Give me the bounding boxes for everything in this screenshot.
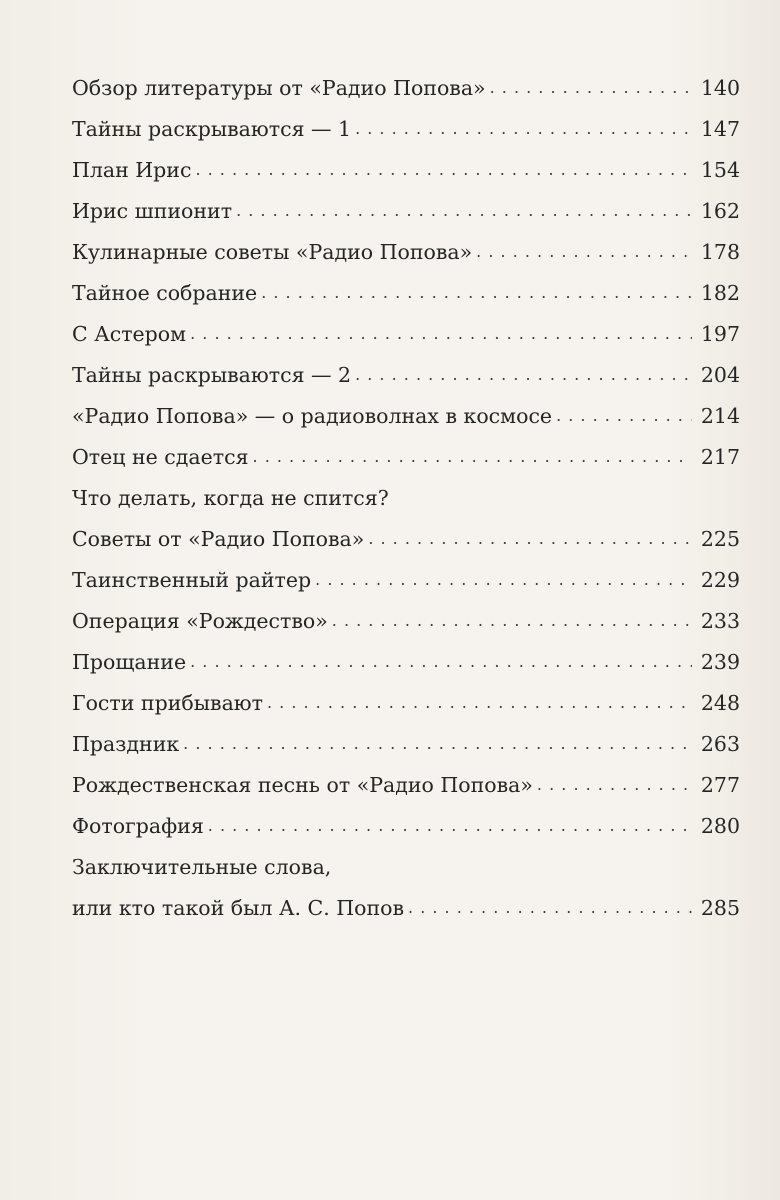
toc-entry-page: 214 [700, 404, 740, 428]
toc-dot-leader [315, 558, 692, 600]
toc-dot-leader [408, 886, 692, 928]
toc-entry [72, 437, 740, 478]
toc-dot-leader [556, 394, 692, 436]
toc-entry [72, 642, 740, 683]
toc-entry-title: Тайны раскрываются — 1 [72, 117, 352, 141]
toc-entry-page: 140 [700, 76, 740, 100]
toc-entry-page: 154 [700, 158, 740, 182]
toc-entry-title: Праздник [72, 732, 180, 756]
toc-entry [72, 191, 740, 232]
toc-entry [72, 519, 740, 560]
toc-dot-leader [195, 148, 692, 190]
toc-entry-title: Ирис шпионит [72, 199, 233, 223]
toc-entry-title: или кто такой был А. С. Попов [72, 896, 405, 920]
toc-entry [72, 683, 740, 724]
toc-dot-leader [332, 599, 692, 641]
toc-entry-page: 178 [700, 240, 740, 264]
toc-dot-leader [355, 107, 692, 149]
toc-entry-page: 147 [700, 117, 740, 141]
toc-entry [72, 724, 740, 765]
toc-entry-title: Тайное собрание [72, 281, 258, 305]
toc-entry-page: 263 [700, 732, 740, 756]
toc-entry [72, 888, 740, 929]
toc-entry [72, 355, 740, 396]
toc-entry-page: 162 [700, 199, 740, 223]
toc-entry-page: 239 [700, 650, 740, 674]
toc-entry-title: Отец не сдается [72, 445, 249, 469]
toc-entry-page: 182 [700, 281, 740, 305]
toc-entry-title: План Ирис [72, 158, 192, 182]
toc-dot-leader [537, 763, 692, 805]
toc-entry-title: С Астером [72, 322, 187, 346]
toc-entry [72, 560, 740, 601]
toc-entry [72, 601, 740, 642]
toc-entry-title: Таинственный райтер [72, 568, 312, 592]
toc-dot-leader [208, 804, 692, 846]
toc-dot-leader [355, 353, 692, 395]
toc-entry [72, 765, 740, 806]
toc-entry-page: 204 [700, 363, 740, 387]
toc-entry-page: 197 [700, 322, 740, 346]
toc-entry [72, 232, 740, 273]
toc-entry [72, 314, 740, 355]
toc-dot-leader [253, 435, 692, 477]
toc-entry-title: Советы от «Радио Попова» [72, 527, 365, 551]
table-of-contents [72, 68, 740, 929]
toc-entry-title: Обзор литературы от «Радио Попова» [72, 76, 486, 100]
toc-entry [72, 273, 740, 314]
toc-entry-title: Тайны раскрываются — 2 [72, 363, 352, 387]
toc-entry-title: Рождественская песнь от «Радио Попова» [72, 773, 533, 797]
toc-entry [72, 68, 740, 109]
toc-entry-page: 285 [700, 896, 740, 920]
toc-entry-page: 248 [700, 691, 740, 715]
toc-entry [72, 109, 740, 150]
toc-entry-title: Гости прибывают [72, 691, 263, 715]
toc-entry-page: 277 [700, 773, 740, 797]
toc-entry-title: Фотография [72, 814, 204, 838]
toc-dot-leader [476, 230, 692, 272]
toc-entry [72, 478, 740, 519]
toc-entry [72, 806, 740, 847]
toc-entry-title: Кулинарные советы «Радио Попова» [72, 240, 473, 264]
toc-entry-title: Что делать, когда не спится? [72, 486, 389, 510]
toc-entry [72, 150, 740, 191]
toc-entry-page: 217 [700, 445, 740, 469]
toc-dot-leader [183, 722, 692, 764]
toc-dot-leader [490, 66, 692, 108]
toc-dot-leader [261, 271, 692, 313]
toc-entry-title: Прощание [72, 650, 187, 674]
toc-entry-page: 229 [700, 568, 740, 592]
toc-entry-page: 233 [700, 609, 740, 633]
toc-entry-page: 225 [700, 527, 740, 551]
toc-dot-leader [236, 189, 692, 231]
toc-entry [72, 847, 740, 888]
toc-entry-title: Заключительные слова, [72, 855, 332, 879]
toc-dot-leader [190, 640, 692, 682]
toc-dot-leader [190, 312, 692, 354]
toc-entry-page: 280 [700, 814, 740, 838]
toc-entry-title: Операция «Рождество» [72, 609, 328, 633]
toc-dot-leader [368, 517, 692, 559]
toc-dot-leader [267, 681, 692, 723]
toc-entry [72, 396, 740, 437]
toc-entry-title: «Радио Попова» — о радиоволнах в космосе [72, 404, 553, 428]
